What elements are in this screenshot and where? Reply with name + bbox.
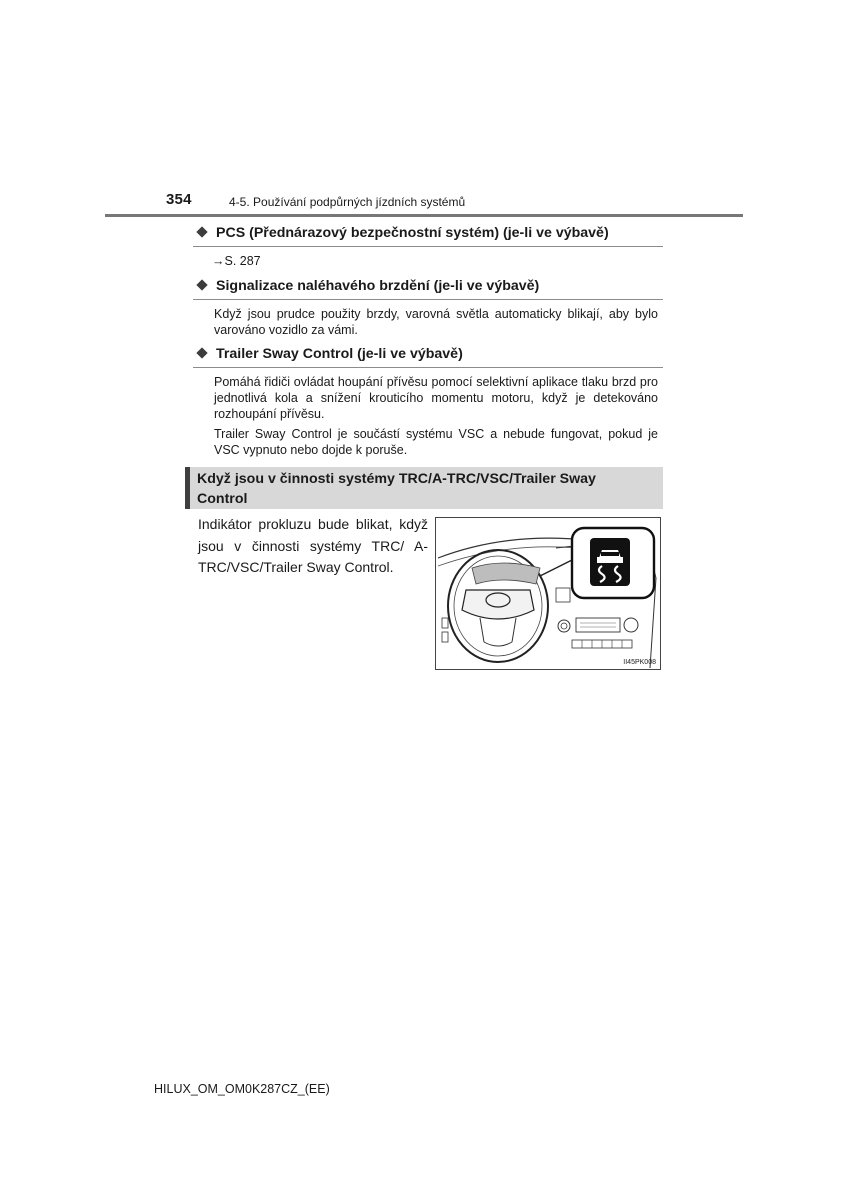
section-heading-trailer-sway [193,346,663,368]
header-rule [105,214,743,217]
page-reference: →S. 287 [212,254,261,268]
dashboard-illustration [435,517,661,670]
section-title-trailer-sway: Trailer Sway Control (je-li ve výbavě) [216,346,463,362]
footer-code: HILUX_OM_OM0K287CZ_(EE) [154,1082,330,1096]
trailer-sway-text-2: Trailer Sway Control je součástí systému VSC a nebude fungovat, pokud je VSC vypnuto nebo dojde k poruše. [214,427,658,457]
subsection-band-marker [185,467,190,509]
section-title-emergency-brake: Signalizace naléhavého brzdění (je-li ve výbavě) [216,278,540,294]
emergency-brake-text: Když jsou prudce použity brzdy, varovná světla automaticky blikají, aby bylo varováno vozidlo za vámi. [214,307,658,337]
subsection-title: Když jsou v činnosti systémy TRC/A-TRC/VSC/Trailer Sway Control [197,471,596,507]
diamond-bullet-icon [196,347,207,358]
diamond-bullet-icon [196,226,207,237]
page-number: 354 [166,191,192,208]
section-heading-emergency-brake [193,278,663,300]
trailer-sway-text-1: Pomáhá řidiči ovládat houpání přívěsu pomocí selektivní aplikace tlaku brzd pro jednotlivá kola a snížení krouticího momentu motoru, když je detekováno rozhoupání přívěsu. [214,375,658,421]
figure-code: II45PK008 [623,659,656,666]
indicator-description: Indikátor prokluzu bude blikat, když jsou v činnosti systémy TRC/ A-TRC/VSC/Trailer Sway Control. [198,516,428,575]
section-title-pcs: PCS (Přednárazový bezpečnostní systém) (je-li ve výbavě) [216,225,609,241]
dashboard-drawing [436,518,660,669]
slip-indicator-icon [590,538,630,586]
section-heading-pcs [193,225,663,247]
chapter-title: 4-5. Používání podpůrných jízdních systémů [229,195,466,209]
diamond-bullet-icon [196,279,207,290]
